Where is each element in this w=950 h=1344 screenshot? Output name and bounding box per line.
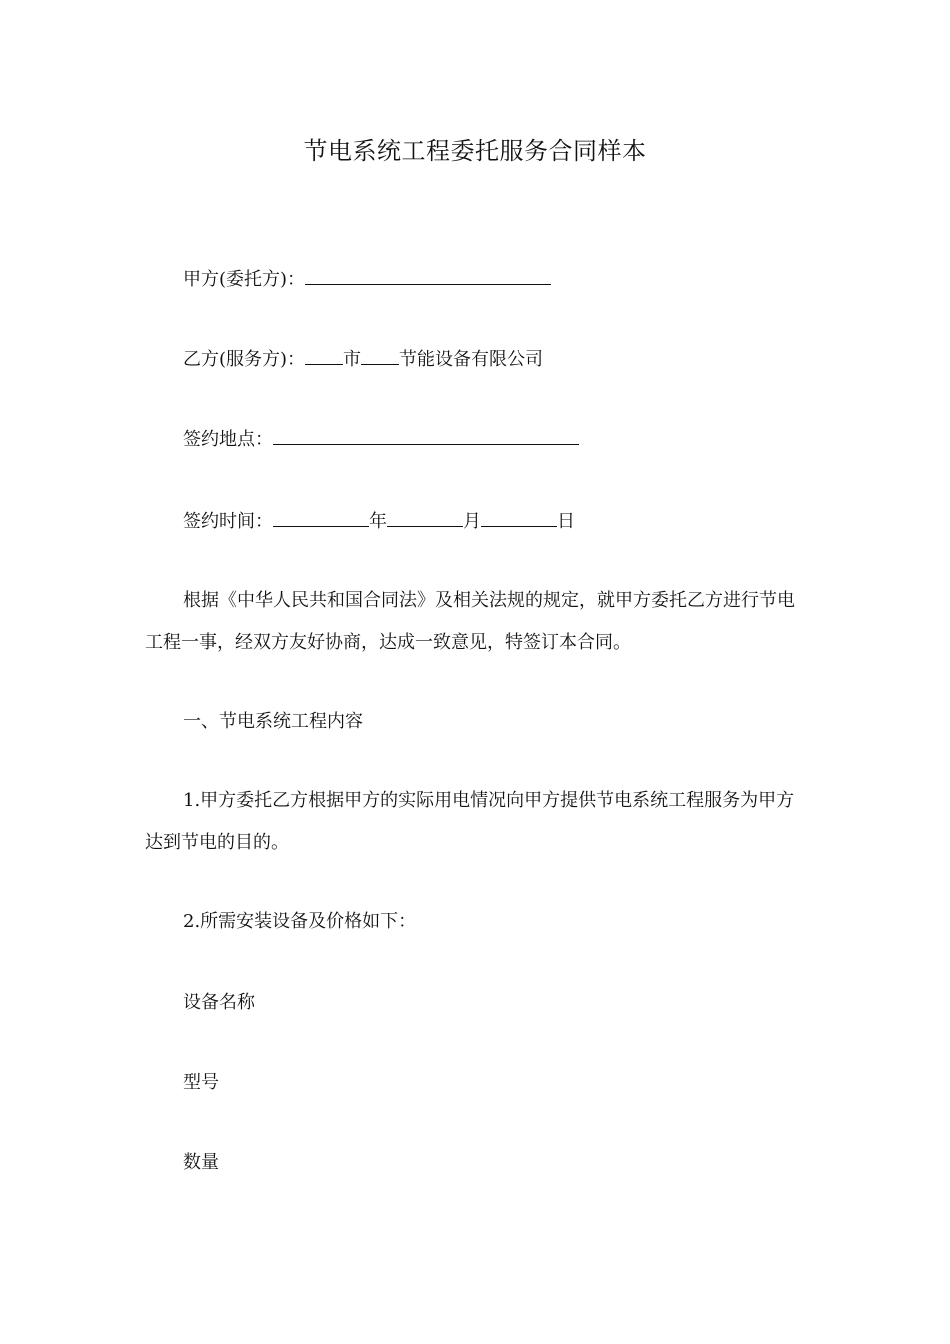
day-label: 日 (557, 511, 575, 532)
party-b-city-blank[interactable] (305, 346, 343, 365)
sign-time-label: 签约时间： (183, 511, 273, 532)
intro-paragraph: 根据《中华人民共和国合同法》及相关法规的规定，就甲方委托乙方进行节电工程一事，经双方友好协商，达成一致意见，特签订本合同。 (145, 590, 795, 653)
sign-month-blank[interactable] (387, 508, 463, 527)
party-b-company-suffix: 节能设备有限公司 (399, 349, 544, 370)
clause-2: 2.所需安装设备及价格如下： (183, 911, 417, 932)
table-col-model: 型号 (183, 1072, 219, 1093)
section-1-heading: 一、节电系统工程内容 (183, 711, 363, 732)
sign-place-label: 签约地点： (183, 429, 273, 450)
party-b-city-suffix: 市 (343, 349, 362, 370)
document-title: 节电系统工程委托服务合同样本 (303, 137, 647, 165)
table-col-quantity: 数量 (183, 1152, 219, 1173)
party-a-label: 甲方(委托方)： (183, 269, 306, 290)
sign-time-line (183, 508, 575, 534)
sign-place-line (183, 426, 579, 452)
party-b-label: 乙方(服务方)： (183, 349, 306, 370)
sign-year-blank[interactable] (273, 508, 369, 527)
clause-1: 1.甲方委托乙方根据甲方的实际用电情况向甲方提供节电系统工程服务为甲方达到节电的目的。 (145, 790, 795, 853)
month-label: 月 (463, 511, 481, 532)
party-a-blank[interactable] (305, 266, 551, 285)
sign-day-blank[interactable] (481, 508, 557, 527)
sign-place-blank[interactable] (273, 426, 579, 445)
party-b-line (183, 346, 543, 372)
party-b-company-blank[interactable] (361, 346, 399, 365)
party-a-line (183, 266, 551, 292)
year-label: 年 (369, 511, 387, 532)
table-col-device-name: 设备名称 (183, 992, 255, 1013)
